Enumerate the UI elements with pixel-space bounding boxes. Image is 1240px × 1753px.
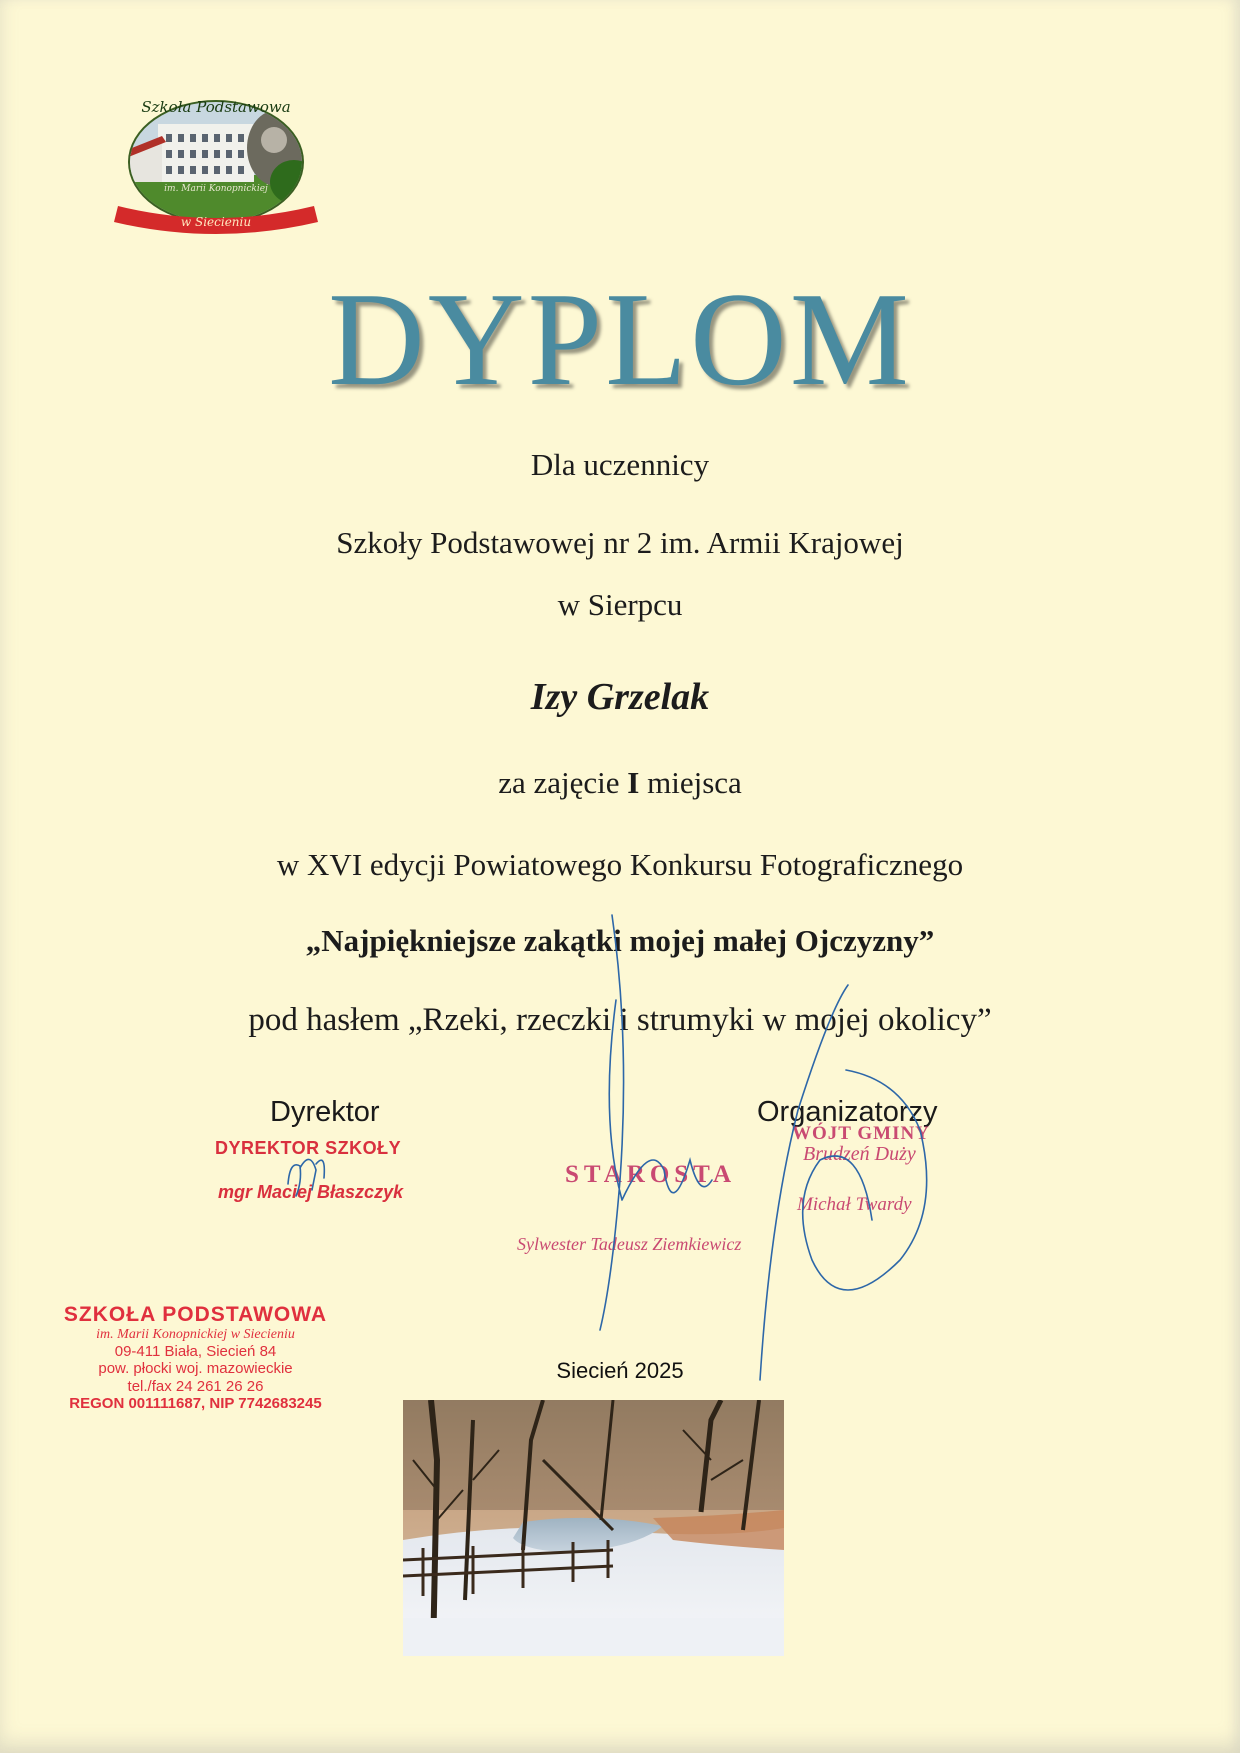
wojt-place: Brudzeń Duży [803, 1143, 916, 1165]
logo-top-text: Szkoła Podstawowa [141, 98, 291, 116]
logo-bottom-text: w Siecieniu [180, 215, 252, 229]
competition-name: „Najpiękniejsze zakątki mojej małej Ojczyzny” [305, 923, 935, 958]
stamp-line-6: REGON 001111687, NIP 7742683245 [69, 1394, 322, 1412]
theme-line: pod hasłem „Rzeki, rzeczki i strumyki w mojej okolicy” [248, 1002, 992, 1038]
winter-river-photo-graphic [403, 1400, 784, 1656]
award-place: I [627, 765, 640, 800]
starosta-name: Sylwester Tadeusz Ziemkiewicz [517, 1234, 742, 1254]
issue-date: Siecień 2025 [556, 1358, 684, 1383]
winter-river-photo [403, 1400, 784, 1656]
wojt-name: Michał Twardy [797, 1194, 912, 1215]
school-address-stamp [18, 1303, 373, 1412]
stamp-line-5: tel./fax 24 261 26 26 [127, 1377, 264, 1395]
student-name: Izy Grzelak [530, 676, 710, 718]
organizers-label: Organizatorzy [757, 1096, 938, 1128]
starosta-signature-ink [600, 915, 712, 1330]
recipient-intro: Dla uczennicy [530, 447, 710, 482]
director-label: Dyrektor [270, 1096, 380, 1128]
director-stamp-title: DYREKTOR SZKOŁY [215, 1138, 402, 1158]
school-line: Szkoły Podstawowej nr 2 im. Armii Krajowej [336, 525, 904, 560]
competition-line: w XVI edycji Powiatowego Konkursu Fotograficznego [276, 847, 964, 882]
wojt-title: WÓJT GMINY [792, 1123, 930, 1144]
stamp-line-3: 09-411 Biała, Siecień 84 [114, 1343, 277, 1361]
award-suffix: miejsca [647, 765, 742, 800]
diploma-title: DYPLOM [328, 265, 912, 413]
school-logo [112, 90, 320, 240]
town-line: w Sierpcu [557, 587, 683, 622]
stamp-line-4: pow. płocki woj. mazowieckie [98, 1360, 293, 1378]
starosta-title: STAROSTA [565, 1161, 737, 1188]
director-stamp-name: mgr Maciej Błaszczyk [218, 1182, 404, 1202]
award-line [0, 765, 1240, 801]
wojt-signature-ink [760, 985, 927, 1380]
stamp-line-2: im. Marii Konopnickiej w Siecieniu [96, 1327, 295, 1343]
award-prefix: za zajęcie [498, 765, 620, 800]
logo-middle-text: im. Marii Konopnickiej [164, 184, 268, 194]
stamp-line-1: SZKOŁA PODSTAWOWA [63, 1303, 328, 1326]
